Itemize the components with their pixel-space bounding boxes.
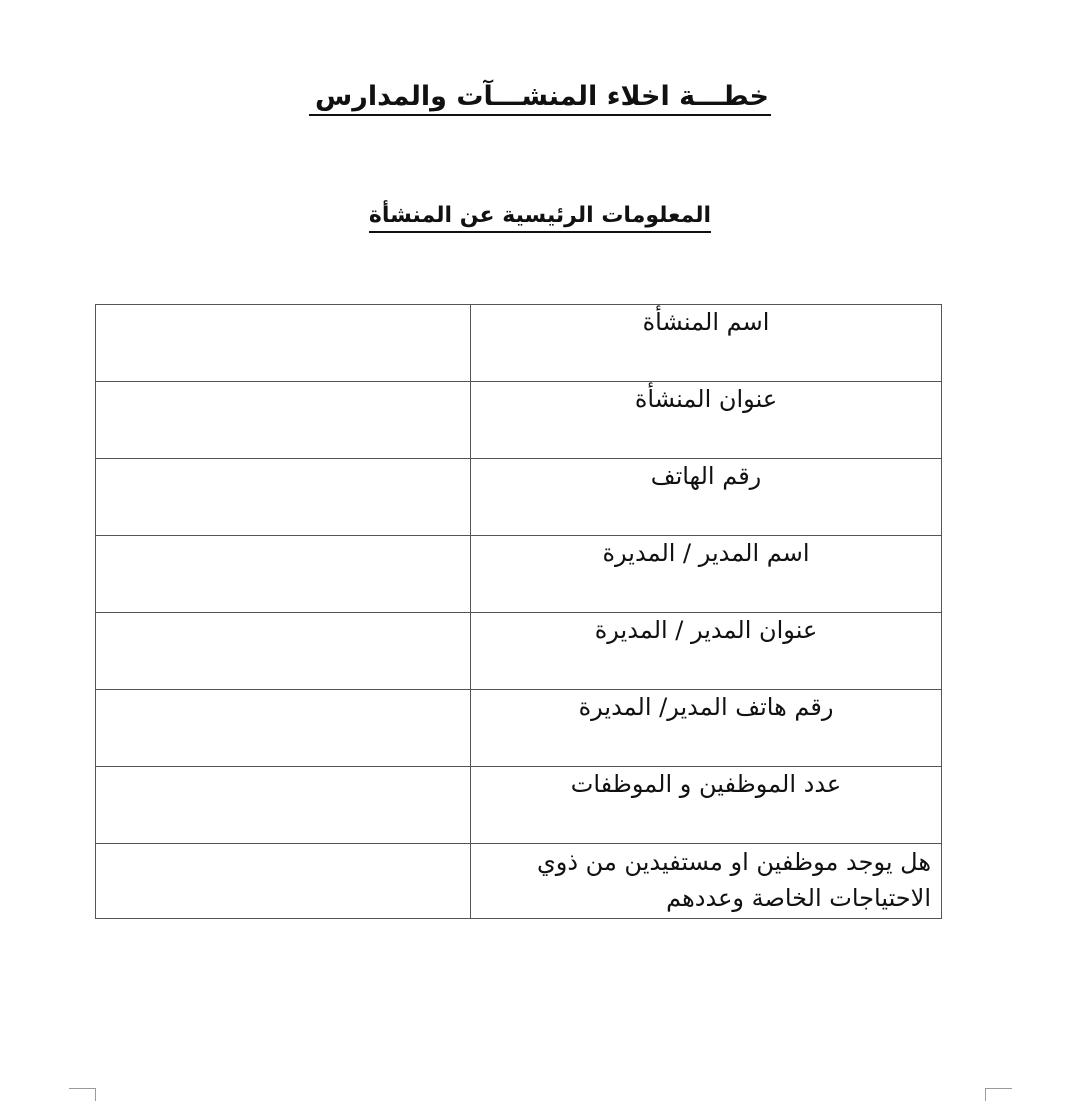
row-value[interactable]: [96, 613, 471, 690]
row-label: عنوان المدير / المديرة: [471, 613, 942, 690]
page-corner-mark-right: [985, 1088, 1012, 1101]
row-value[interactable]: [96, 459, 471, 536]
table-row: [96, 613, 942, 690]
table-row: [96, 459, 942, 536]
row-label: اسم المدير / المديرة: [471, 536, 942, 613]
row-label: اسم المنشأة: [471, 305, 942, 382]
row-label: رقم الهاتف: [471, 459, 942, 536]
section-title: [0, 200, 1080, 233]
row-label: عنوان المنشأة: [471, 382, 942, 459]
row-value[interactable]: [96, 382, 471, 459]
facility-info-table: [95, 304, 942, 919]
row-value[interactable]: [96, 690, 471, 767]
row-value[interactable]: [96, 536, 471, 613]
row-label: رقم هاتف المدير/ المديرة: [471, 690, 942, 767]
table-row: [96, 305, 942, 382]
document-title: [0, 78, 1080, 116]
page-corner-mark-left: [69, 1088, 96, 1101]
row-value[interactable]: [96, 844, 471, 919]
table-row: [96, 382, 942, 459]
row-value[interactable]: [96, 767, 471, 844]
row-label: هل يوجد موظفين او مستفيدين من ذوي الاحتياجات الخاصة وعددهم: [471, 844, 942, 919]
table-row: [96, 690, 942, 767]
row-value[interactable]: [96, 305, 471, 382]
section-title-text: المعلومات الرئيسية عن المنشأة: [369, 201, 711, 233]
table-row: [96, 844, 942, 919]
document-title-text: خطـــة اخلاء المنشـــآت والمدارس: [309, 80, 771, 116]
table-row: [96, 767, 942, 844]
row-label: عدد الموظفين و الموظفات: [471, 767, 942, 844]
table-row: [96, 536, 942, 613]
